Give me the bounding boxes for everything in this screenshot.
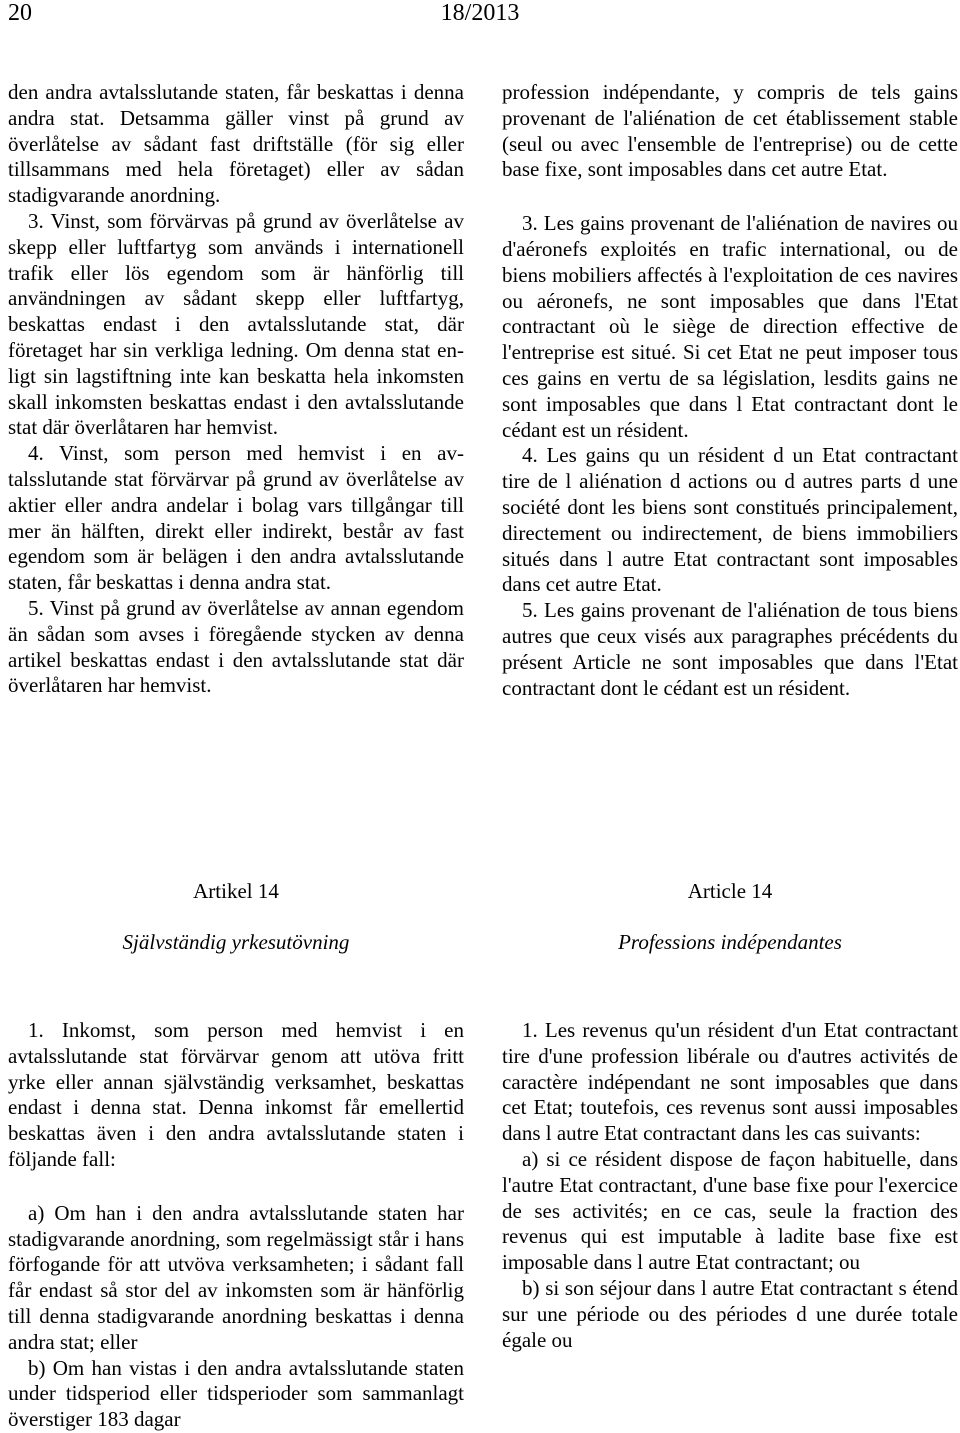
swedish-column-top <box>8 80 464 699</box>
french-column-bottom <box>502 1018 958 1353</box>
swedish-paragraph: a) Om han i den andra avtalsslutande staten har stadigvarande anordning, som regelmässigt står i hans förfogande för att utvöva verksamheten; i sådant fall får endast så stor del av inkomsten som är hänförlig till denna stadigvarande anordning beskattas i denna andra stat; eller <box>8 1200 464 1354</box>
french-paragraph: b) si son séjour dans l autre Etat contractant s étend sur une période ou des périodes d une durée totale égale ou <box>502 1275 958 1352</box>
french-article-subtitle: Professions indépendantes <box>618 930 842 954</box>
swedish-article-title: Artikel 14 <box>193 879 279 903</box>
french-paragraph: 4. Les gains qu un résident d un Etat contractant tire de l aliénation d actions ou d autres parts d une société dont les biens sont constitués principalement, directement ou indirectement, de biens immobiliers situés dans l autre Etat contractant sont imposables dans cet autre Etat. <box>502 443 958 597</box>
french-article-title: Article 14 <box>687 879 773 903</box>
swedish-paragraph: 5. Vinst på grund av överlåtelse av annan egendom än sådan som avses i föregående stycken av denna artikel beskattas endast i den avtalsslutande stat där överlåtaren har hemvist. <box>8 595 464 698</box>
french-paragraph: 1. Les revenus qu'un résident d'un Etat contractant tire d'une profession libérale ou d'autres activités de caractère indépendant ne sont imposables que dans cet Etat; toutefois, ces revenus sont aussi imposables dans l autre Etat contractant dans les cas suivants: <box>502 1018 958 1146</box>
swedish-paragraph: 1. Inkomst, som person med hemvist i en avtalsslutande stat förvärvar genom att utöva fritt yrke eller annan självständig verksamhet, beskattas endast i denna stat. Denna inkomst får emellertid beskattas även i den andra avtalsslutande staten i följande fall: <box>8 1018 464 1171</box>
swedish-paragraph: 3. Vinst, som förvärvas på grund av överlåtelse av skepp eller luftfartyg som används i internationell trafik eller lös egendom som är hänförlig till användningen av sådant skepp eller luftfartyg, beskattas endast i den avtalsslutande stat, där företaget har sin verkliga ledning. Om denna stat enligt sin lagstiftning inte kan beskatta hela inkomsten skall inkomsten beskattas endast i den avtalsslutande stat där överlåtaren har hemvist. <box>8 208 464 440</box>
issue-number: 18/2013 <box>440 0 520 26</box>
french-paragraph: 3. Les gains provenant de l'aliénation de navires ou d'aéronefs exploités en trafic international, ou de biens mobiliers affectés à l'exploitation de ces navires ou aéronefs, ne sont imposables que dans l'Etat contractant où le siège de direction effective de l'entreprise est situé. Si cet Etat ne peut imposer tous ces gains en vertu de sa législation, lesdits gains ne sont imposables que dans l Etat contractant dont le cédant est un résident. <box>502 211 958 442</box>
swedish-article-subtitle: Självständig yrkesutövning <box>122 930 350 954</box>
swedish-paragraph: 4. Vinst, som person med hemvist i en avtalsslutande stat förvärvar på grund av överlåtelse av aktier eller andra andelar i bolag vars tillgångar till mer än hälften, direkt eller indirekt, består av fast egendom som är belägen i den andra avtalsslutande staten, får beskattas i denna andra stat. <box>8 441 464 595</box>
page-number: 20 <box>8 0 32 26</box>
swedish-paragraph: den andra avtalsslutande staten, får beskattas i denna andra stat. Detsamma gäller vinst på grund av överlåtelse av sådant fast driftställe (för sig eller tillsammans med hela företaget) eller av sådan stadigvarande anordning. <box>8 80 464 208</box>
french-column-top <box>502 80 958 701</box>
french-paragraph: profession indépendante, y compris de tels gains provenant de l'aliénation de cet établissement stable (seul ou avec l'ensemble de l'entreprise) ou de cette base fixe, sont imposables dans cet autre Etat. <box>502 80 958 182</box>
french-paragraph: 5. Les gains provenant de l'aliénation de tous biens autres que ceux visés aux paragraphes précédents du présent Article ne sont imposables que dans l'Etat contractant dont le cédant est un résident. <box>502 598 958 700</box>
swedish-column-bottom <box>8 1018 464 1433</box>
swedish-paragraph: b) Om han vistas i den andra avtalsslutande staten under tidsperiod eller tidsperioder som sammanlagt överstiger 183 dagar <box>8 1355 464 1432</box>
french-paragraph: a) si ce résident dispose de façon habituelle, dans l'autre Etat contractant, d'une base fixe pour l'exercice de ses activités; en ce cas, seule la fraction des revenus qui est imputable à ladite base fixe est imposable dans l autre Etat contractant; ou <box>502 1146 958 1275</box>
